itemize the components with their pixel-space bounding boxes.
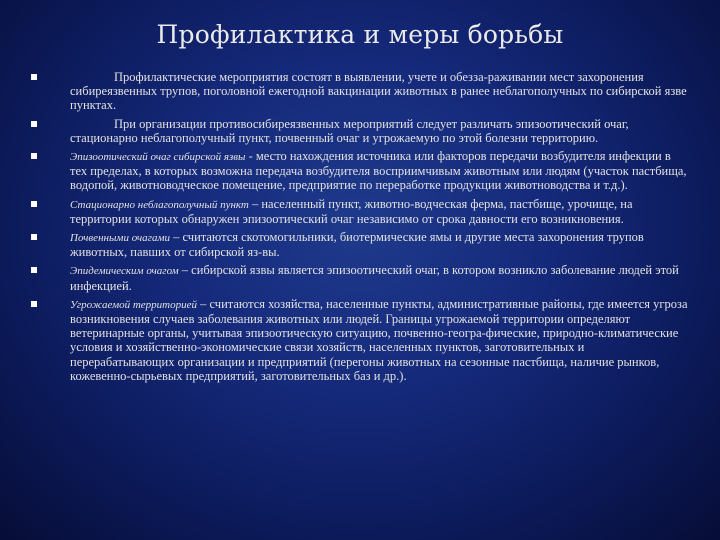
square-bullet-icon bbox=[31, 153, 37, 159]
item-text: При организации противосибиреязвенных мероприятий следует различать эпизоотический очаг, стационарно неблагополучный пункт, почвенный очаг и угрожаемую по этой болезни территорию. bbox=[70, 116, 629, 145]
square-bullet-icon bbox=[31, 301, 37, 307]
list-item bbox=[70, 230, 690, 259]
list-item bbox=[70, 149, 690, 193]
item-text: – населенный пункт, животно-водческая ферма, пастбище, урочище, на территории которых обнаружен эпизоотический очаг независимо от срока давности его возникновения. bbox=[70, 196, 633, 226]
item-term: Стационарно неблагополучный пункт bbox=[70, 198, 249, 211]
item-text: – считаются хозяйства, населенные пункты, административные районы, где имеется угроза возникновения случаев заболевания животных или людей. Границы угрожаемой территории определяют ветеринарные органы, учитывая эпизоотическую ситуацию, почвенно-геогра-фические, природно-климатические условия и хозяйственно-экономические связи хозяйств, населенных пунктов, заготовительных и перерабатывающих организации и предприятий (перегоны животных на сезонные пастбища, наличие рынков, кожевенно-сырьевых предприятий, заготовительных баз и др.). bbox=[70, 296, 688, 383]
list-item bbox=[70, 263, 690, 292]
list-item bbox=[70, 197, 690, 226]
item-term: Эпидемическим очагом bbox=[70, 265, 179, 278]
square-bullet-icon bbox=[31, 121, 37, 127]
list-item bbox=[70, 70, 690, 113]
item-text: - место нахождения источника или факторов передачи возбудителя инфекции в тех пределах, в которых возможна передача возбудителя восприимчивым животным или людям (участок пастбища, водопой, животноводческое помещение, предприятие по переработке продукции животноводства и т.д.). bbox=[70, 149, 687, 193]
square-bullet-icon bbox=[31, 201, 37, 207]
list-item bbox=[70, 297, 690, 383]
square-bullet-icon bbox=[31, 267, 37, 273]
bullet-list bbox=[70, 70, 690, 387]
item-term: Угрожаемой территорией bbox=[70, 298, 197, 311]
item-text: Профилактические мероприятия состоят в выявлении, учете и обезза-раживании мест захоронения сибиреязвенных трупов, поголовной ежегодной вакцинации животных в ранее неблагополучных по сибирской язве пунктах. bbox=[70, 70, 687, 113]
item-text: – сибирской язвы является эпизоотический очаг, в котором возникло заболевание людей этой инфекцией. bbox=[70, 263, 679, 293]
square-bullet-icon bbox=[31, 74, 37, 80]
item-text: – считаются скотомогильники, биотермические ямы и другие места захоронения трупов животных, павших от сибирской яз-вы. bbox=[70, 230, 644, 260]
item-term: Почвенными очагами bbox=[70, 232, 170, 245]
list-item bbox=[70, 117, 690, 145]
square-bullet-icon bbox=[31, 234, 37, 240]
slide-title: Профилактика и меры борьбы bbox=[156, 20, 564, 49]
item-term: Эпизоотический очаг сибирской язвы bbox=[70, 151, 246, 164]
